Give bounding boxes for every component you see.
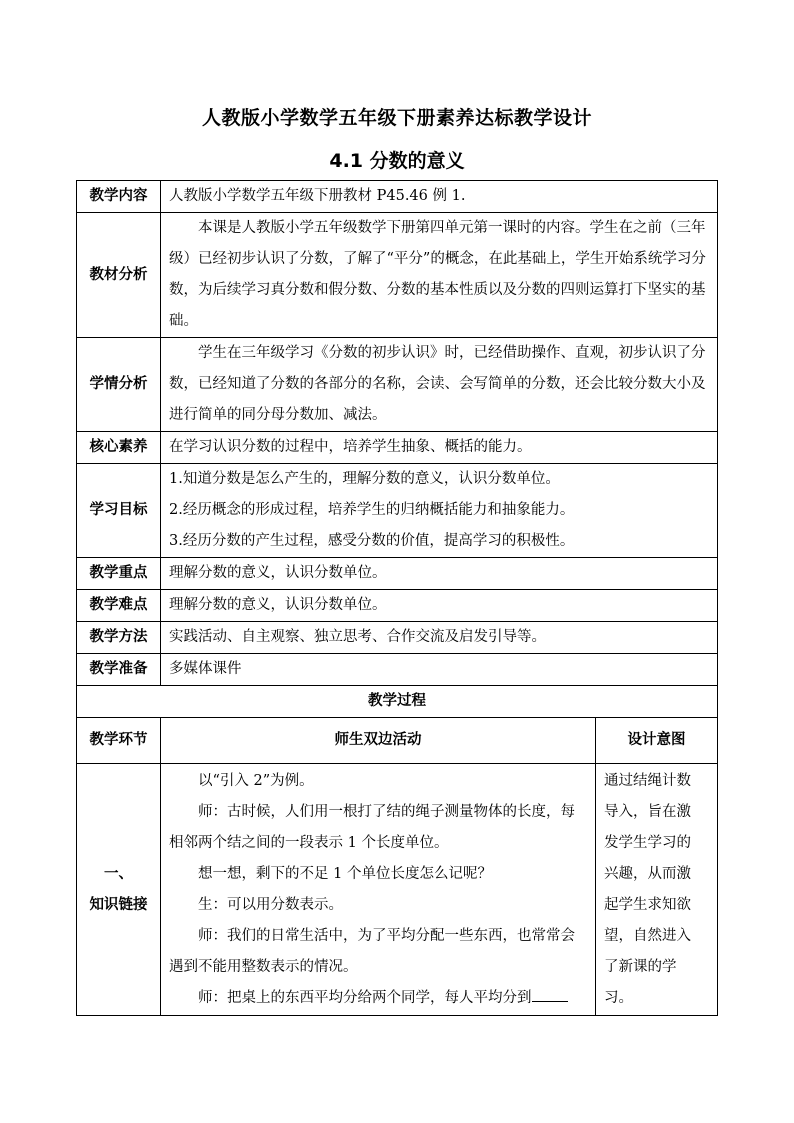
- row-stage-1: [77, 764, 718, 1016]
- lesson-title: 4.1 分数的意义: [329, 150, 465, 172]
- activity-paragraph: 以“引入 2”为例。: [198, 772, 314, 789]
- process-heading: 教学过程: [77, 686, 718, 718]
- col-intent-header: 设计意图: [596, 718, 718, 764]
- value-students: 学生在三年级学习《分数的初步认识》时，已经借助操作、直观，初步认识了分数，已经知道了分数的各部分的名称，会读、会写简单的分数，还会比较分数大小及进行简单的同分母分数加、减法。: [161, 338, 718, 432]
- row-prep: [77, 654, 718, 686]
- label-difficulty: 教学难点: [77, 590, 161, 622]
- stage-1-intent: 通过结绳计数 导入，旨在激 发学生学习的 兴趣，从而激 起学生求知欲 望，自然进入 了新课的学 习。: [596, 764, 718, 1016]
- value-goals: [161, 464, 718, 558]
- row-material: [77, 213, 718, 338]
- row-method: [77, 622, 718, 654]
- page-title: 人教版小学数学五年级下册素养达标教学设计: [201, 107, 592, 129]
- row-content: [77, 181, 718, 213]
- stage-1-activity: [161, 764, 596, 1016]
- stage-1-label: [77, 764, 161, 1016]
- activity-paragraph-last: 师：把桌上的东西平均分给两个同学，每人平均分到: [169, 983, 587, 1014]
- stage-number: 一、: [104, 865, 133, 882]
- lesson-plan-table: [76, 180, 718, 1016]
- row-difficulty: [77, 590, 718, 622]
- row-students: [77, 338, 718, 432]
- label-literacy: 核心素养: [77, 432, 161, 464]
- fill-blank: [532, 987, 568, 1002]
- label-goals: 学习目标: [77, 464, 161, 558]
- value-prep: 多媒体课件: [161, 654, 718, 686]
- activity-paragraph: 想一想，剩下的不足 1 个单位长度怎么记呢？: [198, 865, 492, 882]
- value-method: 实践活动、自主观察、独立思考、合作交流及启发引导等。: [161, 622, 718, 654]
- label-content: 教学内容: [77, 181, 161, 213]
- activity-paragraph: 师：我们的日常生活中，为了平均分配一些东西，也常常会遇到不能用整数表示的情况。: [169, 927, 575, 975]
- activity-paragraph: 生：可以用分数表示。: [198, 896, 343, 913]
- goal-item: 2.经历概念的形成过程，培养学生的归纳概括能力和抽象能力。: [169, 502, 575, 518]
- value-material: 本课是人教版小学五年级数学下册第四单元第一课时的内容。学生在之前（三年级）已经初步认识了分数，了解了“平分”的概念，在此基础上，学生开始系统学习分数，为后续学习真分数和假分数、分数的基本性质以及分数的四则运算打下坚实的基础。: [161, 213, 718, 338]
- value-content: 人教版小学数学五年级下册教材 P45.46 例 1.: [161, 181, 718, 213]
- goal-item: 1.知道分数是怎么产生的，理解分数的意义，认识分数单位。: [169, 471, 560, 487]
- label-material: 教材分析: [77, 213, 161, 338]
- col-stage-header: 教学环节: [77, 718, 161, 764]
- row-literacy: [77, 432, 718, 464]
- value-difficulty: 理解分数的意义，认识分数单位。: [161, 590, 718, 622]
- row-process-columns: [77, 718, 718, 764]
- value-literacy: 在学习认识分数的过程中，培养学生抽象、概括的能力。: [161, 432, 718, 464]
- col-activity-header: 师生双边活动: [161, 718, 596, 764]
- row-key-point: [77, 558, 718, 590]
- label-key-point: 教学重点: [77, 558, 161, 590]
- label-method: 教学方法: [77, 622, 161, 654]
- value-key-point: 理解分数的意义，认识分数单位。: [161, 558, 718, 590]
- label-students: 学情分析: [77, 338, 161, 432]
- activity-paragraph: 师：古时候，人们用一根打了结的绳子测量物体的长度，每相邻两个结之间的一段表示 1 个长度单位。: [169, 803, 575, 851]
- row-goals: [77, 464, 718, 558]
- row-process-heading: [77, 686, 718, 718]
- label-prep: 教学准备: [77, 654, 161, 686]
- stage-name: 知识链接: [89, 896, 148, 913]
- goal-item: 3.经历分数的产生过程，感受分数的价值，提高学习的积极性。: [169, 533, 575, 549]
